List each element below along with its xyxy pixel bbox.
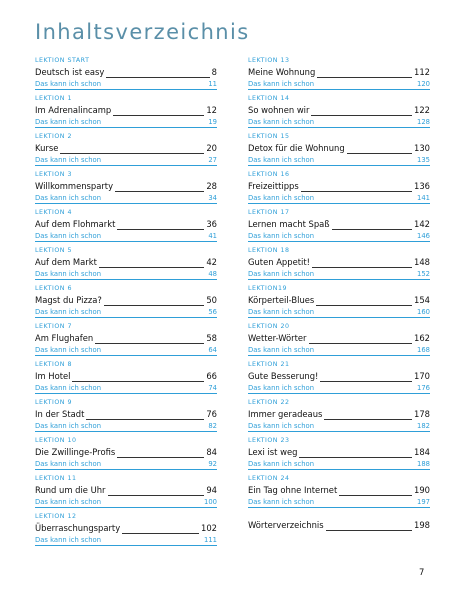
check-rule (248, 165, 430, 166)
lesson-page: 58 (206, 333, 217, 343)
glossary-entry[interactable] (248, 513, 430, 551)
check-title[interactable]: Das kann ich schon (35, 384, 102, 392)
toc-entry[interactable] (35, 513, 217, 551)
check-page: 27 (208, 156, 217, 164)
lesson-title-row[interactable] (248, 446, 430, 458)
toc-column-left (35, 57, 217, 551)
check-row[interactable] (35, 192, 217, 204)
lesson-page: 154 (414, 295, 430, 305)
lesson-title-row[interactable] (248, 332, 430, 344)
lesson-title-row[interactable] (248, 408, 430, 420)
toc-column-right (248, 57, 430, 551)
lesson-title[interactable]: Deutsch ist easy (35, 67, 105, 77)
toc-entry[interactable] (35, 171, 217, 209)
lesson-title[interactable]: Willkommensparty (35, 181, 114, 191)
lesson-title[interactable]: Auf dem Markt (35, 257, 97, 267)
toc-entry[interactable] (35, 57, 217, 95)
lesson-page: 36 (206, 219, 217, 229)
check-row[interactable] (248, 344, 430, 356)
lesson-title[interactable]: Die Zwillinge-Profis (35, 447, 116, 457)
toc-entry[interactable] (35, 285, 217, 323)
lesson-page: 42 (206, 257, 217, 267)
lesson-label: LEKTION 11 (35, 475, 77, 482)
check-title[interactable]: Das kann ich schon (35, 422, 102, 430)
check-row[interactable] (35, 382, 217, 394)
lesson-label: LEKTION START (35, 57, 90, 64)
page-title: Inhaltsverzeichnis (35, 20, 250, 44)
glossary-title[interactable]: Wörterverzeichnis (248, 520, 324, 530)
toc-entry[interactable] (248, 57, 430, 95)
check-row[interactable] (35, 420, 217, 432)
lesson-label: LEKTION 14 (248, 95, 290, 102)
check-rule (35, 241, 217, 242)
check-rule (35, 317, 217, 318)
check-title[interactable]: Das kann ich schon (35, 270, 102, 278)
check-rule (248, 469, 430, 470)
check-title[interactable]: Das kann ich schon (35, 536, 102, 544)
check-row[interactable] (35, 116, 217, 128)
check-title[interactable]: Das kann ich schon (35, 118, 102, 126)
check-title[interactable]: Das kann ich schon (248, 308, 315, 316)
lesson-page: 50 (206, 295, 217, 305)
check-page: 197 (417, 498, 430, 506)
lesson-title-row[interactable] (35, 408, 217, 420)
check-page: 188 (417, 460, 430, 468)
toc-entry[interactable] (35, 437, 217, 475)
lesson-page: 28 (206, 181, 217, 191)
lesson-page: 20 (206, 143, 217, 153)
lesson-label: LEKTION 22 (248, 399, 290, 406)
check-row[interactable] (35, 306, 217, 318)
check-row[interactable] (248, 458, 430, 470)
check-rule (248, 127, 430, 128)
lesson-label: LEKTION 10 (35, 437, 77, 444)
toc-entry[interactable] (35, 247, 217, 285)
check-page: 146 (417, 232, 430, 240)
lesson-page: 102 (201, 523, 217, 533)
lesson-label: LEKTION 2 (35, 133, 73, 140)
lesson-label: LEKTION 4 (35, 209, 73, 216)
check-title[interactable]: Das kann ich schon (248, 498, 315, 506)
lesson-page: 130 (414, 143, 430, 153)
check-row[interactable] (35, 458, 217, 470)
lesson-title-row[interactable] (35, 104, 217, 116)
check-rule (35, 279, 217, 280)
lesson-page: 122 (414, 105, 430, 115)
check-page: 152 (417, 270, 430, 278)
lesson-page: 84 (206, 447, 217, 457)
lesson-page: 76 (206, 409, 217, 419)
lesson-title[interactable]: Wetter-Wörter (248, 333, 307, 343)
check-page: 19 (208, 118, 217, 126)
check-row[interactable] (248, 78, 430, 90)
lesson-title[interactable]: So wohnen wir (248, 105, 310, 115)
lesson-title-row[interactable] (248, 66, 430, 78)
lesson-title[interactable]: Meine Wohnung (248, 67, 316, 77)
check-page: 34 (208, 194, 217, 202)
check-rule (248, 89, 430, 90)
check-page: 48 (208, 270, 217, 278)
check-rule (35, 203, 217, 204)
toc-entry[interactable] (248, 285, 430, 323)
check-title[interactable]: Das kann ich schon (248, 232, 315, 240)
toc-entry[interactable] (35, 95, 217, 133)
check-row[interactable] (248, 496, 430, 508)
lesson-title[interactable]: Detox für die Wohnung (248, 143, 345, 153)
toc-entry[interactable] (248, 247, 430, 285)
check-row[interactable] (35, 344, 217, 356)
check-page: 120 (417, 80, 430, 88)
lesson-label: LEKTION 21 (248, 361, 290, 368)
toc-entry[interactable] (248, 475, 430, 513)
lesson-title[interactable]: Freizeittipps (248, 181, 299, 191)
check-page: 41 (208, 232, 217, 240)
lesson-label: LEKTION 6 (35, 285, 73, 292)
check-page: 135 (417, 156, 430, 164)
lesson-title[interactable]: Rund um die Uhr (35, 485, 106, 495)
check-title[interactable]: Das kann ich schon (248, 118, 315, 126)
check-page: 160 (417, 308, 430, 316)
lesson-title[interactable]: Im Adrenalincamp (35, 105, 112, 115)
check-rule (248, 431, 430, 432)
lesson-title-row[interactable] (248, 180, 430, 192)
toc-entry[interactable] (35, 133, 217, 171)
check-page: 176 (417, 384, 430, 392)
lesson-label: LEKTION 1 (35, 95, 73, 102)
check-page: 128 (417, 118, 430, 126)
lesson-title-row[interactable] (35, 332, 217, 344)
lesson-title-row[interactable] (35, 370, 217, 382)
lesson-label: LEKTION 17 (248, 209, 290, 216)
check-rule (35, 431, 217, 432)
lesson-page: 112 (414, 67, 430, 77)
lesson-title-row[interactable] (35, 484, 217, 496)
lesson-page: 170 (414, 371, 430, 381)
lesson-label: LEKTION 16 (248, 171, 290, 178)
lesson-title[interactable]: Im Hotel (35, 371, 71, 381)
check-page: 182 (417, 422, 430, 430)
lesson-title-row[interactable] (35, 218, 217, 230)
check-page: 64 (208, 346, 217, 354)
check-rule (248, 203, 430, 204)
check-title[interactable]: Das kann ich schon (35, 80, 102, 88)
check-page: 11 (208, 80, 217, 88)
check-title[interactable]: Das kann ich schon (248, 156, 315, 164)
lesson-label: LEKTION 8 (35, 361, 73, 368)
check-row[interactable] (35, 534, 217, 546)
check-page: 111 (204, 536, 217, 544)
check-rule (35, 507, 217, 508)
check-row[interactable] (35, 496, 217, 508)
lesson-title[interactable]: Gute Besserung! (248, 371, 319, 381)
lesson-title-row[interactable] (248, 256, 430, 268)
check-rule (248, 241, 430, 242)
lesson-title-row[interactable] (248, 104, 430, 116)
toc-entry[interactable] (248, 361, 430, 399)
lesson-title-row[interactable] (35, 294, 217, 306)
check-rule (248, 279, 430, 280)
lesson-title[interactable]: Kurse (35, 143, 59, 153)
check-title[interactable]: Das kann ich schon (248, 194, 315, 202)
lesson-label: LEKTION 5 (35, 247, 73, 254)
check-rule (248, 355, 430, 356)
check-row[interactable] (248, 420, 430, 432)
lesson-page: 66 (206, 371, 217, 381)
toc-entry[interactable] (248, 133, 430, 171)
toc-entry[interactable] (35, 361, 217, 399)
lesson-title-row[interactable] (248, 484, 430, 496)
check-row[interactable] (35, 154, 217, 166)
glossary-page: 198 (414, 520, 430, 530)
toc-entry[interactable] (35, 323, 217, 361)
lesson-page: 142 (414, 219, 430, 229)
lesson-page: 148 (414, 257, 430, 267)
check-rule (35, 469, 217, 470)
lesson-page: 94 (206, 485, 217, 495)
lesson-label: LEKTION 13 (248, 57, 290, 64)
lesson-label: LEKTION 12 (35, 513, 77, 520)
check-rule (35, 89, 217, 90)
check-page: 74 (208, 384, 217, 392)
check-rule (35, 355, 217, 356)
check-title[interactable]: Das kann ich schon (35, 346, 102, 354)
lesson-label: LEKTION 15 (248, 133, 290, 140)
check-row[interactable] (248, 154, 430, 166)
check-title[interactable]: Das kann ich schon (248, 270, 315, 278)
lesson-label: LEKTION 23 (248, 437, 290, 444)
lesson-title-row[interactable] (248, 370, 430, 382)
check-title[interactable]: Das kann ich schon (35, 194, 102, 202)
lesson-page: 12 (206, 105, 217, 115)
lesson-label: LEKTION 20 (248, 323, 290, 330)
lesson-title-row[interactable] (35, 522, 217, 534)
lesson-page: 8 (211, 67, 217, 77)
toc-entry[interactable] (248, 399, 430, 437)
check-rule (248, 507, 430, 508)
check-rule (248, 393, 430, 394)
check-page: 92 (208, 460, 217, 468)
check-rule (35, 393, 217, 394)
toc-entry[interactable] (248, 437, 430, 475)
toc-entry[interactable] (248, 171, 430, 209)
check-rule (248, 317, 430, 318)
toc-entry[interactable] (248, 95, 430, 133)
lesson-title-row[interactable] (248, 218, 430, 230)
check-row[interactable] (248, 268, 430, 280)
check-title[interactable]: Das kann ich schon (248, 460, 315, 468)
lesson-title[interactable]: Magst du Pizza? (35, 295, 102, 305)
toc-entry[interactable] (35, 209, 217, 247)
lesson-label: LEKTION 3 (35, 171, 73, 178)
check-page: 100 (204, 498, 217, 506)
check-page: 82 (208, 422, 217, 430)
toc-entry[interactable] (35, 399, 217, 437)
lesson-title-row[interactable] (35, 66, 217, 78)
lesson-page: 162 (414, 333, 430, 343)
check-row[interactable] (35, 78, 217, 90)
lesson-title-row[interactable] (35, 180, 217, 192)
lesson-label: LEKTION 24 (248, 475, 290, 482)
lesson-title[interactable]: In der Stadt (35, 409, 85, 419)
check-title[interactable]: Das kann ich schon (248, 384, 315, 392)
lesson-title[interactable]: Lexi ist weg (248, 447, 298, 457)
check-title[interactable]: Das kann ich schon (248, 80, 315, 88)
lesson-title[interactable]: Immer geradeaus (248, 409, 323, 419)
lesson-label: LEKTION 7 (35, 323, 73, 330)
check-row[interactable] (35, 268, 217, 280)
lesson-page: 136 (414, 181, 430, 191)
check-page: 141 (417, 194, 430, 202)
lesson-page: 184 (414, 447, 430, 457)
check-title[interactable]: Das kann ich schon (35, 156, 102, 164)
lesson-title[interactable]: Guten Appetit! (248, 257, 310, 267)
lesson-title[interactable]: Am Flughafen (35, 333, 94, 343)
check-title[interactable]: Das kann ich schon (35, 498, 102, 506)
check-title[interactable]: Das kann ich schon (248, 422, 315, 430)
check-row[interactable] (35, 230, 217, 242)
check-rule (35, 165, 217, 166)
lesson-page: 178 (414, 409, 430, 419)
check-row[interactable] (248, 116, 430, 128)
check-title[interactable]: Das kann ich schon (35, 308, 102, 316)
glossary-row[interactable] (248, 519, 430, 531)
lesson-title-row[interactable] (248, 142, 430, 154)
check-row[interactable] (248, 382, 430, 394)
lesson-title[interactable]: Körperteil-Blues (248, 295, 315, 305)
check-title[interactable]: Das kann ich schon (248, 346, 315, 354)
toc-entry[interactable] (248, 209, 430, 247)
lesson-label: LEKTION 18 (248, 247, 290, 254)
lesson-title-row[interactable] (35, 446, 217, 458)
check-title[interactable]: Das kann ich schon (35, 460, 102, 468)
lesson-title[interactable]: Auf dem Flohmarkt (35, 219, 116, 229)
check-rule (35, 545, 217, 546)
check-row[interactable] (248, 230, 430, 242)
toc-entry[interactable] (248, 323, 430, 361)
lesson-title-row[interactable] (35, 256, 217, 268)
page-number: 7 (419, 567, 425, 577)
lesson-title[interactable]: Ein Tag ohne Internet (248, 485, 338, 495)
lesson-title-row[interactable] (248, 294, 430, 306)
lesson-label: LEKTION19 (248, 285, 288, 292)
toc-entry[interactable] (35, 475, 217, 513)
check-title[interactable]: Das kann ich schon (35, 232, 102, 240)
lesson-title[interactable]: Lernen macht Spaß (248, 219, 330, 229)
check-page: 168 (417, 346, 430, 354)
lesson-page: 190 (414, 485, 430, 495)
lesson-title-row[interactable] (35, 142, 217, 154)
check-row[interactable] (248, 192, 430, 204)
lesson-label: LEKTION 9 (35, 399, 73, 406)
check-page: 56 (208, 308, 217, 316)
check-row[interactable] (248, 306, 430, 318)
check-rule (35, 127, 217, 128)
lesson-title[interactable]: Überraschungsparty (35, 523, 121, 533)
